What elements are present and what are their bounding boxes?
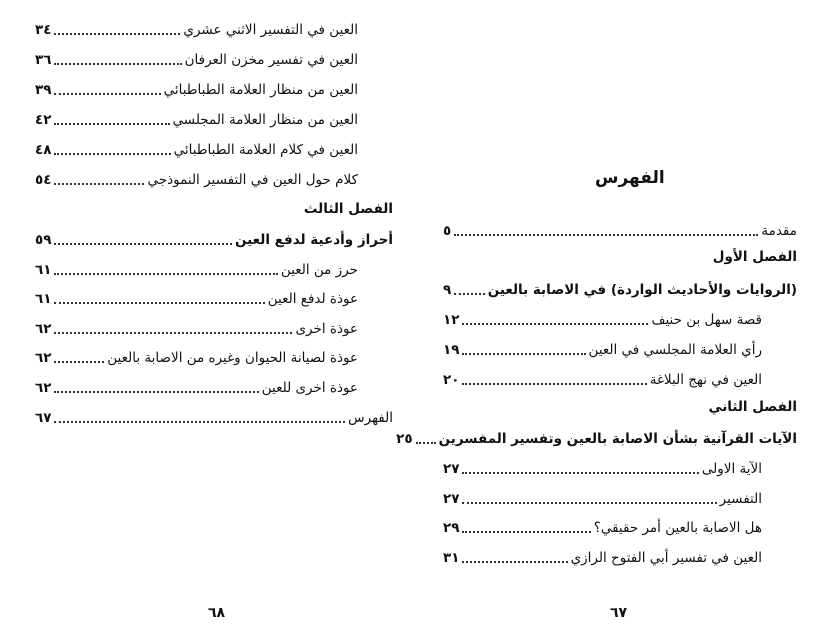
toc-entry-page: ٦١ — [35, 291, 52, 308]
toc-entry-page: ٥ — [443, 223, 452, 239]
toc-entry-title: الآيات القرآنية بشأن الاصابة بالعين وتفسير المفسرين — [438, 431, 797, 447]
toc-entry-title: الفهرس — [348, 409, 393, 426]
dot-leader — [54, 183, 144, 185]
chapter-heading: الفصل الثاني — [708, 399, 797, 415]
toc-entry-page: ٦١ — [35, 261, 52, 278]
dot-leader — [462, 472, 698, 474]
toc-entry-page: ١٢ — [443, 312, 460, 328]
dot-leader — [54, 332, 292, 334]
toc-entry-title: (الروايات والأحاديث الواردة) في الاصابة بالعين — [487, 282, 797, 298]
page-title: الفهرس — [595, 168, 665, 188]
toc-entry-page: ٦٢ — [35, 380, 52, 396]
dot-leader — [462, 323, 648, 325]
dot-leader — [462, 531, 590, 533]
toc-entry-introduction[interactable] — [443, 217, 797, 241]
toc-entry-page: ٣٦ — [35, 52, 52, 68]
toc-entry-page: ٣١ — [443, 550, 460, 567]
dot-leader — [54, 123, 169, 125]
toc-entry-page: ٢٧ — [443, 490, 460, 507]
toc-entry[interactable] — [35, 76, 358, 100]
dot-leader — [54, 391, 258, 393]
toc-entry-page: ٣٤ — [35, 22, 52, 38]
toc-entry-title: مقدمة — [761, 223, 797, 239]
dot-leader — [54, 93, 160, 95]
toc-entry-title: قصة سهل بن حنيف — [651, 312, 762, 328]
toc-entry[interactable] — [443, 276, 797, 300]
dot-leader — [54, 302, 264, 304]
toc-entry-page: ٦٢ — [35, 320, 52, 337]
page-number: ٦٧ — [610, 605, 628, 621]
toc-entry[interactable] — [35, 344, 358, 368]
toc-entry-page: ١٩ — [443, 342, 460, 358]
page-number: ٦٨ — [208, 605, 226, 621]
toc-entry-title: التفسير — [719, 490, 762, 507]
toc-entry-title: الآية الاولى — [701, 460, 762, 477]
toc-entry[interactable] — [35, 136, 358, 160]
toc-entry-title: هل الاصابة بالعين أمر حقيقي؟ — [593, 520, 762, 537]
chapter-heading: الفصل الثالث — [303, 201, 393, 217]
toc-entry-title: العين في التفسير الاثني عشري — [183, 22, 358, 38]
dot-leader — [462, 383, 646, 385]
toc-entry-title: العين في تفسير أبي الفتوح الرازي — [570, 550, 762, 567]
toc-entry[interactable] — [443, 366, 762, 390]
dot-leader — [54, 153, 170, 155]
toc-entry-page: ٦٢ — [35, 350, 52, 367]
dot-leader — [54, 361, 104, 363]
toc-entry-title: عوذة لصيانة الحيوان وغيره من الاصابة بالعين — [107, 350, 358, 367]
toc-entry-title: عوذة اخرى — [295, 320, 358, 337]
toc-entry-title: العين في كلام العلامة الطباطبائي — [173, 142, 358, 158]
dot-leader — [462, 353, 585, 355]
toc-entry-title: رأي العلامة المجلسي في العين — [588, 342, 762, 358]
toc-entry-title: أحراز وأدعية لدفع العين — [234, 232, 393, 248]
toc-entry[interactable] — [35, 256, 358, 280]
toc-entry-page: ٩ — [443, 282, 452, 298]
dot-leader — [462, 502, 716, 504]
toc-entry-title: العين في نهج البلاغة — [649, 372, 762, 388]
toc-entry[interactable] — [443, 514, 762, 538]
toc-entry-page: ٤٨ — [35, 142, 52, 158]
toc-entry-page: ٥٤ — [35, 172, 52, 188]
toc-entry-page: ٢٩ — [443, 520, 460, 537]
toc-entry-title: العين من منظار العلامة المجلسي — [172, 112, 358, 128]
toc-entry-page: ٦٧ — [35, 409, 52, 426]
toc-entry-title: كلام حول العين في التفسير النموذجي — [147, 172, 358, 188]
toc-entry-page: ٢٠ — [443, 372, 460, 388]
dot-leader — [454, 293, 484, 295]
chapter-heading: الفصل الأول — [712, 249, 797, 265]
toc-entry-page: ٤٢ — [35, 112, 52, 128]
toc-entry[interactable] — [443, 544, 762, 568]
dot-leader — [54, 273, 277, 275]
toc-entry-title: العين من منظار العلامة الطباطبائي — [163, 82, 358, 98]
toc-entry-title: عوذة لدفع العين — [267, 291, 358, 308]
toc-entry[interactable] — [35, 166, 358, 190]
dot-leader — [54, 63, 181, 65]
toc-entry[interactable] — [35, 404, 393, 428]
toc-entry[interactable] — [443, 336, 762, 360]
toc-entry-title: حرز من العين — [280, 261, 358, 278]
toc-entry[interactable] — [35, 226, 393, 250]
dot-leader — [54, 243, 231, 245]
toc-entry-page: ٣٩ — [35, 82, 52, 98]
toc-entry[interactable] — [396, 425, 797, 449]
toc-entry[interactable] — [35, 106, 358, 130]
toc-entry[interactable] — [443, 455, 762, 479]
toc-entry[interactable] — [35, 285, 358, 309]
toc-entry-title: عوذة اخرى للعين — [261, 380, 358, 396]
dot-leader — [454, 234, 758, 236]
toc-entry[interactable] — [35, 374, 358, 398]
toc-entry-page: ٢٥ — [396, 431, 413, 447]
toc-entry[interactable] — [35, 315, 358, 339]
dot-leader — [462, 561, 567, 563]
toc-entry[interactable] — [443, 485, 762, 509]
toc-entry-page: ٥٩ — [35, 232, 52, 248]
toc-entry[interactable] — [35, 16, 358, 40]
toc-entry[interactable] — [443, 306, 762, 330]
toc-entry-title: العين في تفسير مخزن العرفان — [184, 52, 358, 68]
right-page — [396, 0, 834, 639]
dot-leader — [416, 442, 436, 444]
toc-entry[interactable] — [35, 46, 358, 70]
dot-leader — [54, 33, 180, 35]
dot-leader — [54, 421, 345, 423]
toc-entry-page: ٢٧ — [443, 460, 460, 477]
